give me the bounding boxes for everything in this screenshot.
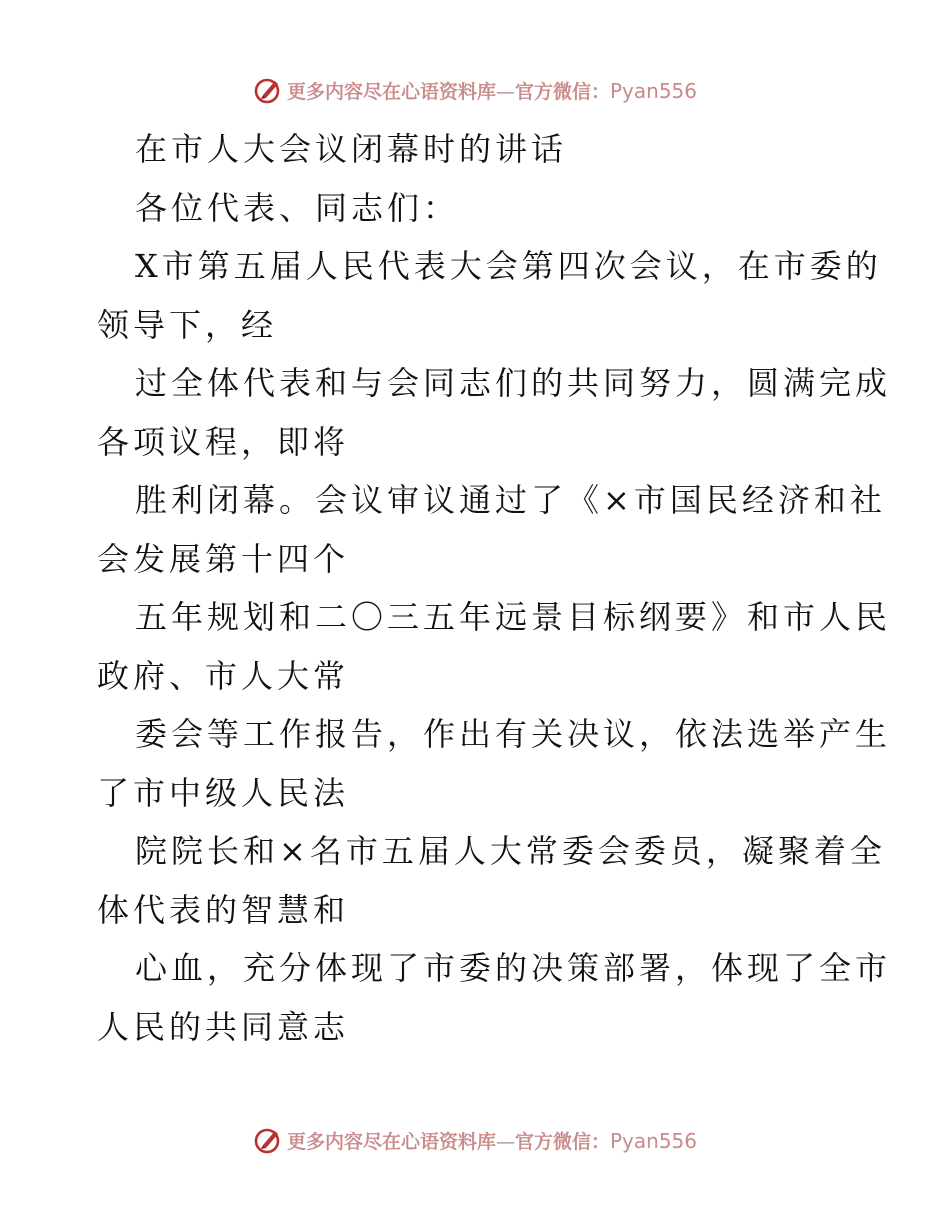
text-line: 各项议程，即将 [97,422,350,461]
text-line: 人民的共同意志 [97,1007,350,1046]
text-line: X市第五届人民代表大会第四次会议，在市委的 [135,247,882,285]
banner-dash: — [495,80,515,103]
text-line: 胜利闭幕。会议审议通过了《×市国民经济和社 [135,481,886,519]
text-line: 院院长和×名市五届人大常委会委员，凝聚着全 [135,832,886,870]
banner-dash: — [495,1130,515,1153]
text-line: 各位代表、同志们： [135,188,460,227]
text-line: 体代表的智慧和 [97,890,350,929]
text-line: 心血，充分体现了市委的决策部署，体现了全市 [135,949,892,987]
header-banner [0,70,950,110]
banner-text [287,1127,697,1154]
footer-banner [0,1120,950,1160]
text-line: 在市人大会议闭幕时的讲话 [135,130,568,168]
text-line: 了市中级人民法 [97,773,350,812]
text-line: 五年规划和二〇三五年远景目标纲要》和市人民 [135,598,892,636]
banner-text [287,77,697,104]
banner-slogan: 更多内容尽在心语资料库 [286,80,496,103]
banner-slogan: 更多内容尽在心语资料库 [286,1130,496,1153]
banner-label: 官方微信： [514,80,610,103]
text-line: 领导下，经 [97,305,278,344]
text-line: 过全体代表和与会同志们的共同努力，圆满完成 [135,364,892,402]
text-line: 委会等工作报告，作出有关决议，依法选举产生 [135,715,892,753]
document-body [97,120,892,1056]
text-line: 会发展第十四个 [97,539,350,578]
banner-label: 官方微信： [514,1130,610,1153]
pen-logo-icon [253,1125,283,1155]
text-line: 政府、市人大常 [97,656,350,695]
banner-wechat-id: Pyan556 [610,78,698,103]
banner-wechat-id: Pyan556 [610,1128,698,1153]
pen-logo-icon [253,75,283,105]
